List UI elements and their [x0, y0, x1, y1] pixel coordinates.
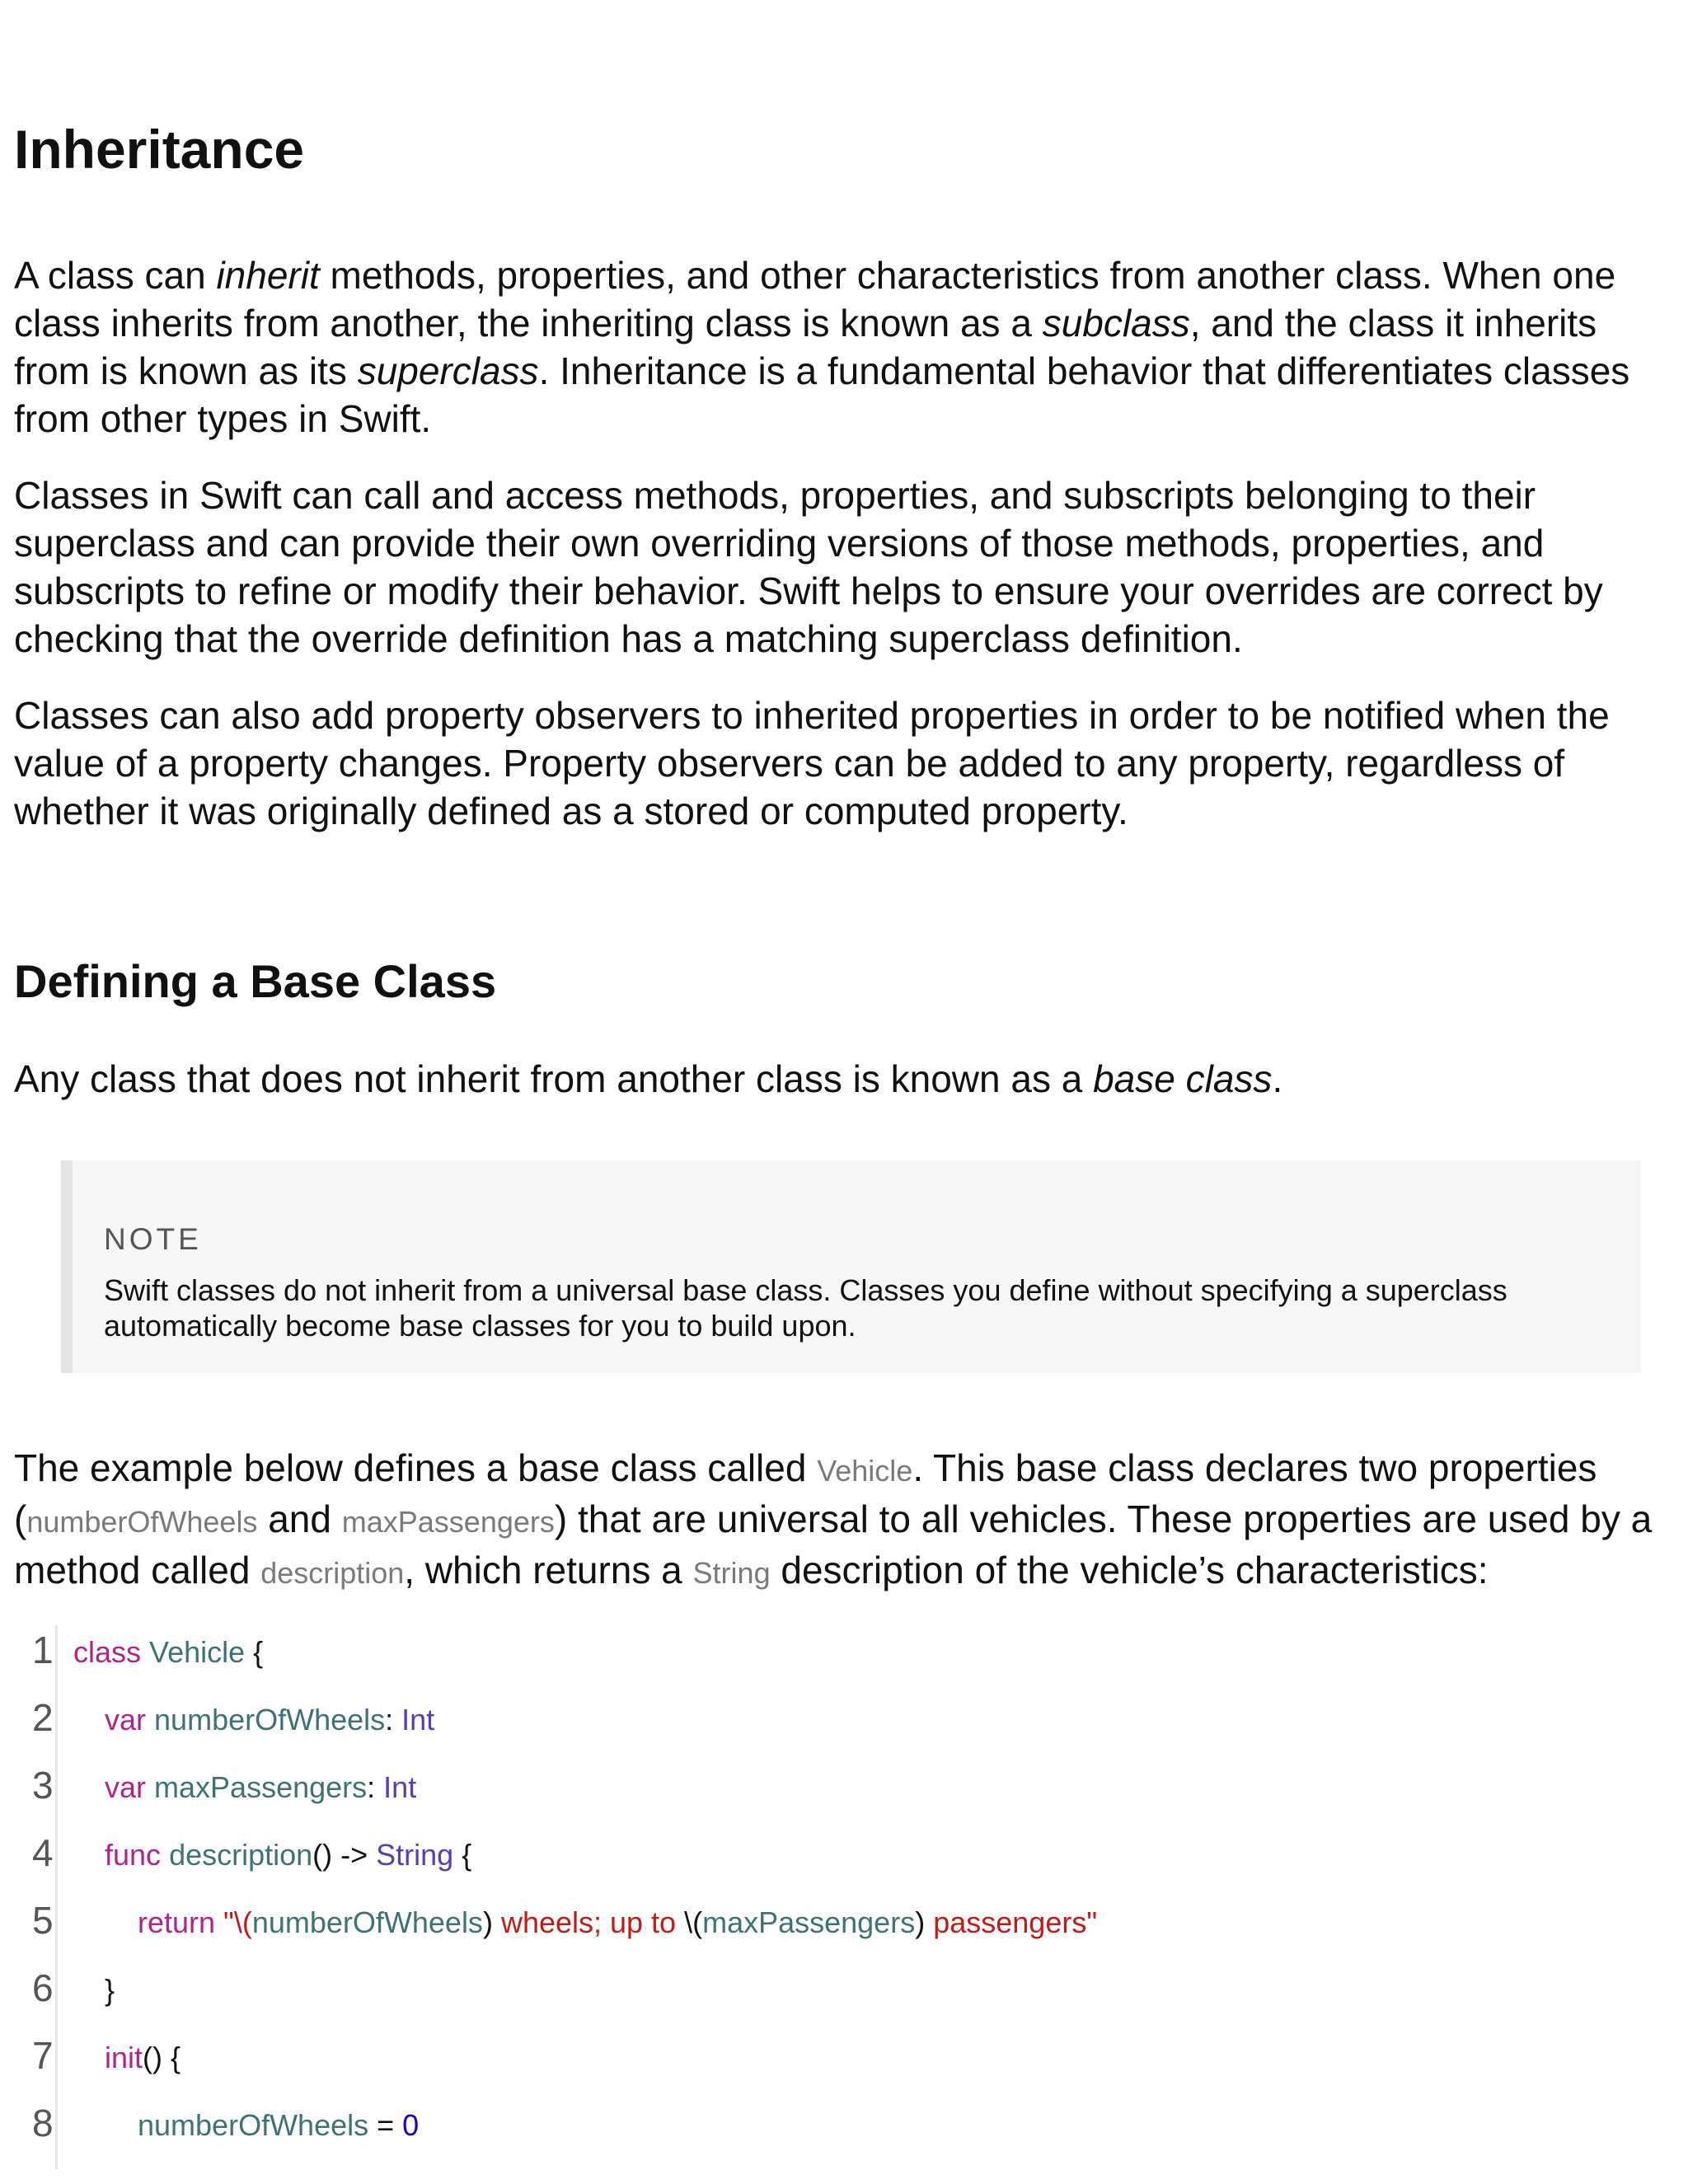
inline-code-max-passengers: maxPassengers [341, 1505, 555, 1539]
code-text: var numberOfWheels: Int [105, 1703, 435, 1736]
line-number: 6 [32, 1966, 54, 2009]
term-base-class: base class [1093, 1057, 1273, 1100]
code-line [14, 1896, 1662, 1963]
code-text: } [105, 1973, 115, 2007]
code-line [14, 1828, 1662, 1896]
code-text: class Vehicle { [73, 1635, 264, 1669]
term-inherit: inherit [216, 254, 320, 297]
section-paragraph-2: The example below defines a base class called Vehicle. This base class declares two properties (numberOfWheels and maxPassengers) that are universal to all vehicles. These properties are used by a method called description, which returns a String description of the vehicle’s characteristics: [14, 1446, 1653, 1591]
line-number: 4 [32, 1831, 54, 1874]
term-subclass: subclass [1042, 302, 1190, 344]
inline-code-number-of-wheels: numberOfWheels [26, 1505, 258, 1539]
code-text: init() { [105, 2041, 181, 2074]
inline-code-string: String [692, 1556, 771, 1590]
intro-paragraph-2: Classes in Swift can call and access methods, properties, and subscripts belonging to their superclass and can provide their own overriding versions of those methods, properties, and subscripts to refine or modify their behavior. Swift helps to ensure your overrides are correct by checking that the override definition has a matching superclass definition. [14, 474, 1603, 660]
code-text: return "\(numberOfWheels) wheels; up to \(maxPassengers) passengers" [138, 1905, 1098, 1939]
code-text: numberOfWheels = 0 [138, 2108, 420, 2142]
inline-code-vehicle: Vehicle [817, 1454, 913, 1488]
note-title: NOTE [104, 1222, 202, 1256]
line-number: 5 [32, 1899, 54, 1942]
section-heading: Defining a Base Class [14, 955, 497, 1007]
code-line [14, 2031, 1662, 2098]
code-line [14, 1693, 1662, 1760]
intro-paragraph-1: A class can inherit methods, properties, and other characteristics from another class. When one class inherits from another, the inheriting class is known as a subclass, and the class it inherits from is known as its superclass. Inheritance is a fundamental behavior that differentiates classes from other types in Swift. [14, 254, 1630, 440]
line-number: 7 [32, 2034, 54, 2077]
code-line [14, 2098, 1662, 2166]
line-number: 2 [32, 1696, 54, 1739]
note-box [61, 1160, 1641, 1373]
inline-code-description: description [260, 1556, 405, 1590]
code-line [14, 1625, 1662, 1693]
line-number: 8 [32, 2102, 54, 2144]
code-text: var maxPassengers: Int [105, 1770, 417, 1804]
intro-paragraph-3: Classes can also add property observers to inherited properties in order to be notified when the value of a property changes. Property observers can be added to any property, regardless of whether it was originally defined as a stored or computed property. [14, 694, 1610, 832]
line-number: 3 [32, 1764, 54, 1807]
note-body: Swift classes do not inherit from a universal base class. Classes you define without specifying a superclass automatically become base classes for you to build upon. [104, 1273, 1507, 1343]
line-number: 1 [32, 1629, 54, 1671]
code-line [14, 1760, 1662, 1828]
code-text: func description() -> String { [105, 1838, 472, 1872]
section-paragraph-1: Any class that does not inherit from another class is known as a base class. [14, 1057, 1283, 1100]
code-line [14, 1963, 1662, 2031]
page-title: Inheritance [14, 119, 305, 180]
term-superclass: superclass [357, 349, 539, 392]
